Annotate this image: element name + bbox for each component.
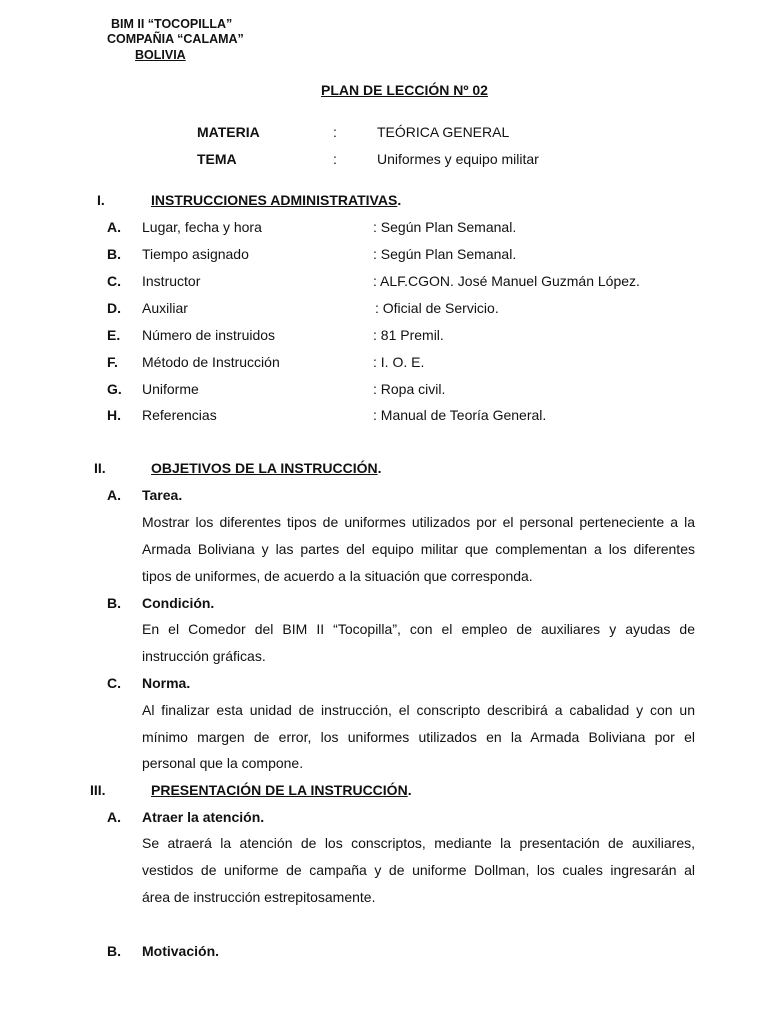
admin-item-value: : ALF.CGON. José Manuel Guzmán López. (373, 273, 640, 289)
section-2-heading (151, 460, 382, 476)
section-1-title-end: . (397, 192, 402, 208)
tarea-line: Armada Boliviana y las partes del equipo militar que complementan a los diferentes (142, 541, 695, 557)
atencion-title: Atraer la atención. (142, 809, 265, 825)
admin-item-letter: F. (107, 354, 118, 370)
section-3-number: III. (90, 782, 106, 798)
admin-item-value: : 81 Premil. (373, 327, 444, 343)
atencion-line: área de instrucción estrepitosamente. (142, 889, 376, 905)
admin-item-label: Número de instruidos (142, 327, 276, 343)
tarea-title: Tarea. (142, 487, 183, 503)
condicion-title: Condición. (142, 595, 215, 611)
admin-item-letter: H. (107, 407, 121, 423)
admin-item-value: : Según Plan Semanal. (373, 246, 517, 262)
tema-separator: : (333, 151, 337, 167)
materia-separator: : (333, 124, 337, 140)
admin-item-label: Uniforme (142, 381, 199, 397)
admin-item-letter: A. (107, 219, 121, 235)
norma-line: personal que la compone. (142, 755, 304, 771)
admin-item-label: Instructor (142, 273, 201, 289)
admin-item-letter: D. (107, 300, 121, 316)
norma-title: Norma. (142, 675, 191, 691)
condicion-line: En el Comedor del BIM II “Tocopilla”, con el empleo de auxiliares y ayudas de (142, 621, 695, 637)
admin-item-letter: G. (107, 381, 122, 397)
section-1-number: I. (97, 192, 105, 208)
admin-item-value: : Ropa civil. (373, 381, 446, 397)
condicion-letter: B. (107, 595, 121, 611)
admin-item-letter: E. (107, 327, 121, 343)
section-3-title-end: . (407, 782, 412, 798)
section-3-heading (151, 782, 412, 798)
section-2-title: OBJETIVOS DE LA INSTRUCCIÓN (151, 460, 378, 476)
motivacion-letter: B. (107, 943, 121, 959)
admin-item-label: Lugar, fecha y hora (142, 219, 262, 235)
atencion-line: vestidos de uniforme de campaña y de uniforme Dollman, los cuales ingresarán al (142, 862, 695, 878)
section-1-heading (151, 192, 401, 208)
admin-item-label: Auxiliar (142, 300, 188, 316)
admin-item-value: : I. O. E. (373, 354, 425, 370)
header-company: COMPAÑIA “CALAMA” (107, 32, 244, 46)
norma-letter: C. (107, 675, 121, 691)
atencion-line: Se atraerá la atención de los conscriptos, mediante la presentación de auxiliares, (142, 835, 695, 851)
admin-item-value: : Oficial de Servicio. (375, 300, 499, 316)
section-3-title: PRESENTACIÓN DE LA INSTRUCCIÓN (151, 782, 408, 798)
materia-value: TEÓRICA GENERAL (377, 124, 510, 140)
tarea-letter: A. (107, 487, 121, 503)
header-unit: BIM II “TOCOPILLA” (111, 17, 233, 31)
header-country: BOLIVIA (135, 48, 186, 62)
motivacion-title: Motivación. (142, 943, 220, 959)
section-2-number: II. (94, 460, 106, 476)
atencion-letter: A. (107, 809, 121, 825)
tarea-line: tipos de uniformes, de acuerdo a la situación que corresponda. (142, 568, 533, 584)
section-1-title: INSTRUCCIONES ADMINISTRATIVAS (151, 192, 398, 208)
tema-label: TEMA (197, 151, 237, 167)
admin-item-label: Método de Instrucción (142, 354, 280, 370)
admin-item-label: Tiempo asignado (142, 246, 249, 262)
page-title: PLAN DE LECCIÓN Nº 02 (321, 82, 488, 98)
section-2-title-end: . (377, 460, 382, 476)
admin-item-letter: C. (107, 273, 121, 289)
norma-line: mínimo margen de error, los uniformes utilizados en la Armada Boliviana por el (142, 729, 695, 745)
admin-item-value: : Según Plan Semanal. (373, 219, 517, 235)
tarea-line: Mostrar los diferentes tipos de uniformes utilizados por el personal perteneciente a la (142, 514, 695, 530)
condicion-line: instrucción gráficas. (142, 648, 266, 664)
norma-line: Al finalizar esta unidad de instrucción, el conscripto describirá a cabalidad y con un (142, 702, 695, 718)
admin-item-label: Referencias (142, 407, 217, 423)
materia-label: MATERIA (197, 124, 260, 140)
tema-value: Uniformes y equipo militar (377, 151, 539, 167)
admin-item-value: : Manual de Teoría General. (373, 407, 547, 423)
admin-item-letter: B. (107, 246, 121, 262)
